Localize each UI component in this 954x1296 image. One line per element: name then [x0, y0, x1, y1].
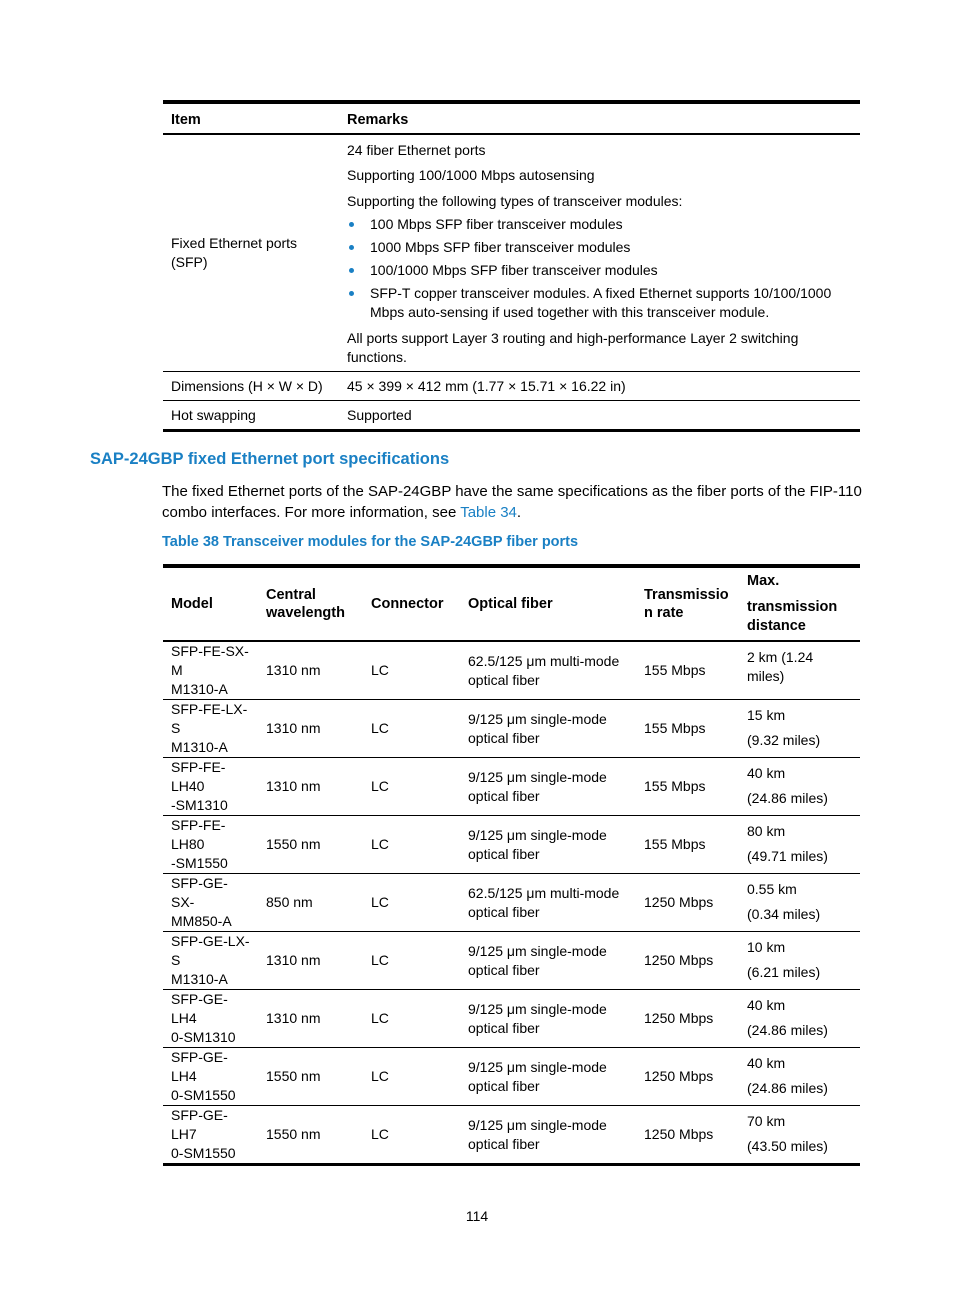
- list-item: [347, 238, 852, 257]
- row-remark: Supported: [339, 401, 860, 431]
- list-item-text: SFP-T copper transceiver modules. A fixed Ethernet supports 10/100/1000 Mbps auto-sensing if used together with this transceiver module.: [370, 285, 832, 320]
- cell-model: SFP-FE-LH40 -SM1310: [163, 758, 258, 816]
- list-item: [347, 284, 852, 322]
- section-heading: SAP-24GBP fixed Ethernet port specifications: [90, 450, 450, 468]
- transceiver-table: [163, 564, 860, 1166]
- cell-connector: LC: [363, 874, 460, 932]
- remark-text: Supporting the following types of transceiver modules:: [347, 193, 683, 209]
- remark-text: 24 fiber Ethernet ports: [347, 142, 486, 158]
- cell-distance: 40 km (24.86 miles): [739, 990, 860, 1048]
- list-item-text: 1000 Mbps SFP fiber transceiver modules: [370, 239, 631, 255]
- bullet-icon: [349, 268, 354, 273]
- cell-wavelength: 1310 nm: [266, 662, 321, 678]
- cell-rate: 155 Mbps: [636, 700, 739, 758]
- cell-distance: 10 km (6.21 miles): [739, 932, 860, 990]
- bullet-list: [347, 215, 852, 322]
- table-row: [163, 401, 860, 431]
- page-number: 114: [465, 1208, 489, 1224]
- cell-optical-fiber: 62.5/125 μm multi-mode optical fiber: [468, 652, 620, 688]
- table-caption: Table 38 Transceiver modules for the SAP-24GBP fiber ports: [162, 534, 579, 550]
- cell-model: SFP-GE-LH4 0-SM1310: [163, 990, 258, 1048]
- cell-rate: 155 Mbps: [644, 662, 706, 678]
- spec-table: [163, 100, 860, 432]
- cell-rate: 1250 Mbps: [636, 1106, 739, 1165]
- cell-wavelength: 1310 nm: [258, 758, 363, 816]
- header-item: Item: [163, 102, 339, 134]
- cell-model: SFP-GE-LH7 0-SM1550: [163, 1106, 258, 1165]
- header-optical-fiber: Optical fiber: [460, 566, 636, 641]
- cell-rate: 1250 Mbps: [636, 990, 739, 1048]
- cell-optical-fiber: 9/125 μm single-mode optical fiber: [460, 816, 636, 874]
- cell-wavelength: 1310 nm: [258, 990, 363, 1048]
- cell-wavelength: 1550 nm: [258, 1048, 363, 1106]
- cell-connector: LC: [363, 816, 460, 874]
- table-row: [163, 932, 860, 990]
- table-row: [163, 1048, 860, 1106]
- cell-model: SFP-GE-LH4 0-SM1550: [163, 1048, 258, 1106]
- cell-optical-fiber: 62.5/125 μm multi-mode optical fiber: [460, 874, 636, 932]
- cell-rate: 155 Mbps: [636, 758, 739, 816]
- cell-model: SFP-GE-LX-S M1310-A: [163, 932, 258, 990]
- transceiver-table-header: [163, 566, 860, 641]
- row-remarks: [339, 134, 860, 372]
- header-model: Model: [163, 566, 258, 641]
- spec-table-header: [163, 102, 860, 134]
- cell-distance: 40 km (24.86 miles): [739, 1048, 860, 1106]
- intro-text: The fixed Ethernet ports of the SAP-24GBP have the same specifications as the fiber ports of the FIP-110 combo interfaces. For more information, see: [162, 483, 862, 521]
- row-item: Dimensions (H × W × D): [163, 372, 339, 401]
- cell-connector: LC: [363, 700, 460, 758]
- cell-optical-fiber: 9/125 μm single-mode optical fiber: [460, 758, 636, 816]
- transceiver-table-body: [163, 641, 860, 1165]
- intro-paragraph: [162, 481, 872, 523]
- list-item: [347, 261, 852, 280]
- cell-connector: LC: [363, 758, 460, 816]
- cell-wavelength: 850 nm: [258, 874, 363, 932]
- list-item-text: 100/1000 Mbps SFP fiber transceiver modules: [370, 262, 658, 278]
- cell-wavelength: 1550 nm: [258, 1106, 363, 1165]
- table-row: [163, 990, 860, 1048]
- cell-wavelength: 1310 nm: [258, 700, 363, 758]
- cell-connector: LC: [363, 990, 460, 1048]
- bullet-icon: [349, 245, 354, 250]
- header-max-distance: Max. transmission distance: [739, 566, 860, 641]
- table-row: [163, 134, 860, 372]
- intro-text-end: .: [516, 504, 522, 521]
- cell-rate: 1250 Mbps: [636, 1048, 739, 1106]
- bullet-icon: [349, 222, 354, 227]
- cell-distance: 70 km (43.50 miles): [739, 1106, 860, 1165]
- cell-rate: 1250 Mbps: [636, 932, 739, 990]
- table-row: [163, 1106, 860, 1165]
- table-row: [163, 700, 860, 758]
- header-wavelength: Central wavelength: [258, 566, 363, 641]
- cell-connector: LC: [371, 662, 389, 678]
- cell-model: SFP-FE-SX-M M1310-A: [171, 643, 249, 697]
- cell-distance: 0.55 km (0.34 miles): [739, 874, 860, 932]
- header-connector: Connector: [363, 566, 460, 641]
- cell-optical-fiber: 9/125 μm single-mode optical fiber: [460, 932, 636, 990]
- cell-connector: LC: [363, 1048, 460, 1106]
- cell-rate: 155 Mbps: [636, 816, 739, 874]
- bullet-icon: [349, 291, 354, 296]
- table-34-link[interactable]: Table 34: [460, 504, 517, 521]
- cell-model: SFP-FE-LX-S M1310-A: [163, 700, 258, 758]
- list-item: [347, 215, 852, 234]
- cell-distance: 15 km (9.32 miles): [739, 700, 860, 758]
- cell-distance: 80 km (49.71 miles): [739, 816, 860, 874]
- header-remarks: Remarks: [339, 102, 860, 134]
- cell-distance: 40 km (24.86 miles): [739, 758, 860, 816]
- row-item: Fixed Ethernet ports (SFP): [171, 235, 298, 270]
- table-row: [163, 816, 860, 874]
- header-transmission-rate: Transmissio n rate: [636, 566, 739, 641]
- cell-connector: LC: [363, 932, 460, 990]
- cell-model: SFP-FE-LH80 -SM1550: [163, 816, 258, 874]
- cell-model: SFP-GE-SX- MM850-A: [163, 874, 258, 932]
- row-remark: 45 × 399 × 412 mm (1.77 × 15.71 × 16.22 in): [339, 372, 860, 401]
- cell-distance: 2 km (1.24 miles): [747, 649, 814, 684]
- table-row: [163, 641, 860, 700]
- remark-text: Supporting 100/1000 Mbps autosensing: [347, 167, 595, 183]
- cell-optical-fiber: 9/125 μm single-mode optical fiber: [460, 1106, 636, 1165]
- table-row: [163, 372, 860, 401]
- row-item: Hot swapping: [163, 401, 339, 431]
- remark-text: All ports support Layer 3 routing and high-performance Layer 2 switching functions.: [347, 330, 799, 365]
- cell-wavelength: 1310 nm: [258, 932, 363, 990]
- cell-connector: LC: [363, 1106, 460, 1165]
- cell-optical-fiber: 9/125 μm single-mode optical fiber: [460, 700, 636, 758]
- table-row: [163, 874, 860, 932]
- cell-optical-fiber: 9/125 μm single-mode optical fiber: [460, 1048, 636, 1106]
- cell-optical-fiber: 9/125 μm single-mode optical fiber: [460, 990, 636, 1048]
- cell-rate: 1250 Mbps: [636, 874, 739, 932]
- table-row: [163, 758, 860, 816]
- list-item-text: 100 Mbps SFP fiber transceiver modules: [370, 216, 623, 232]
- cell-wavelength: 1550 nm: [258, 816, 363, 874]
